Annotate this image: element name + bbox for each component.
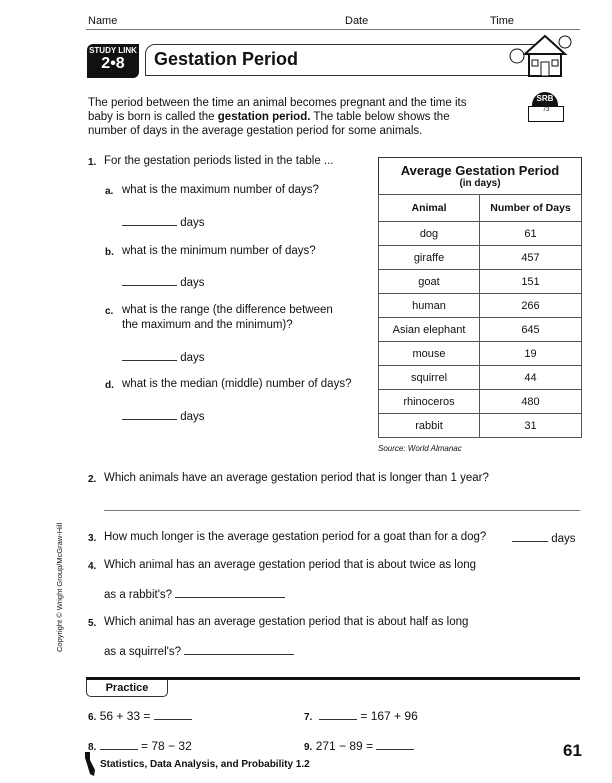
- page-title: Gestation Period: [154, 49, 299, 69]
- practice-7: [304, 709, 418, 723]
- animal-cell: dog: [379, 222, 480, 246]
- days-cell: 151: [480, 270, 582, 294]
- practice-tab: Practice: [86, 680, 168, 697]
- house-icon: [505, 30, 583, 78]
- intro-bold: gestation period.: [217, 111, 311, 123]
- q1d-text: what is the median (middle) number of days?: [122, 378, 352, 390]
- days-cell: 645: [480, 318, 582, 342]
- animal-cell: human: [379, 294, 480, 318]
- animal-cell: squirrel: [379, 366, 480, 390]
- column-header: Number of Days: [480, 195, 582, 222]
- q3-text: How much longer is the average gestation period for a goat than for a dog?: [104, 531, 487, 543]
- table-source: Source: World Almanac: [378, 444, 462, 453]
- animal-cell: mouse: [379, 342, 480, 366]
- p8-expr: = 78 − 32: [141, 739, 192, 753]
- table-row: [379, 246, 582, 270]
- q1b-letter: b.: [105, 247, 114, 258]
- table-subtitle: (in days): [459, 178, 501, 189]
- q4-text-2: as a rabbit's?: [104, 589, 173, 601]
- q5-answer[interactable]: [184, 644, 294, 655]
- animal-cell: rhinoceros: [379, 390, 480, 414]
- p9-number: 9.: [304, 742, 313, 753]
- q3-answer[interactable]: [512, 531, 576, 545]
- days-cell: 44: [480, 366, 582, 390]
- q5-text: Which animal has an average gestation period that is about half as long: [104, 616, 469, 628]
- practice-6: [88, 709, 192, 723]
- standard-label: Statistics, Data Analysis, and Probability 1.2: [100, 759, 310, 770]
- time-label: Time: [490, 15, 515, 27]
- p6-expr: 56 + 33 =: [99, 709, 151, 723]
- q5-text-2: as a squirrel's?: [104, 646, 181, 658]
- unit: days: [180, 217, 205, 229]
- q5-number: 5.: [88, 618, 97, 629]
- animal-cell: goat: [379, 270, 480, 294]
- table-row: [379, 414, 582, 438]
- q4-text: Which animal has an average gestation period that is about twice as long: [104, 559, 477, 571]
- animal-cell: giraffe: [379, 246, 480, 270]
- p7-expr: = 167 + 96: [360, 709, 418, 723]
- table-row: [379, 294, 582, 318]
- srb-page: 73: [528, 106, 564, 122]
- srb-book-icon: [525, 92, 565, 128]
- animal-cell: Asian elephant: [379, 318, 480, 342]
- p6-answer[interactable]: [154, 709, 192, 720]
- q1a-text: what is the maximum number of days?: [122, 184, 319, 196]
- q1b-text: what is the minimum number of days?: [122, 245, 316, 257]
- q1a-letter: a.: [105, 186, 114, 197]
- table-row: [379, 342, 582, 366]
- p7-number: 7.: [304, 712, 313, 723]
- table-row: [379, 222, 582, 246]
- days-cell: 457: [480, 246, 582, 270]
- unit: days: [180, 411, 205, 423]
- days-cell: 480: [480, 390, 582, 414]
- q1-text: For the gestation periods listed in the table ...: [104, 155, 334, 167]
- q1-number: 1.: [88, 157, 97, 168]
- practice-8: [88, 739, 192, 753]
- q3-number: 3.: [88, 533, 97, 544]
- days-cell: 19: [480, 342, 582, 366]
- unit: days: [180, 277, 205, 289]
- title-box: [145, 44, 542, 76]
- days-cell: 266: [480, 294, 582, 318]
- p6-number: 6.: [88, 712, 97, 723]
- p8-answer[interactable]: [100, 739, 138, 750]
- q1d-answer[interactable]: [122, 409, 205, 423]
- q1c-answer[interactable]: [122, 350, 205, 364]
- q2-answer-line[interactable]: [104, 510, 580, 511]
- q1c-text-2: the maximum and the minimum)?: [122, 319, 293, 331]
- table-row: [379, 318, 582, 342]
- q4-answer[interactable]: [175, 587, 285, 598]
- column-header: Animal: [379, 195, 480, 222]
- p7-answer[interactable]: [319, 709, 357, 720]
- copyright: Copyright © Wright Group/McGraw-Hill: [55, 522, 64, 652]
- p9-answer[interactable]: [376, 739, 414, 750]
- practice-9: [304, 739, 414, 753]
- q1d-letter: d.: [105, 380, 114, 391]
- page-number: 61: [563, 741, 582, 760]
- gestation-table: [378, 157, 582, 438]
- intro-text-2: The table below shows the number of days in the average gestation period for some animals.: [88, 111, 450, 137]
- name-label: Name: [88, 15, 118, 27]
- q1b-answer[interactable]: [122, 275, 205, 289]
- unit: days: [551, 533, 576, 545]
- q4-line-2: [104, 587, 285, 601]
- table-row: [379, 366, 582, 390]
- table-row: [379, 270, 582, 294]
- animal-cell: rabbit: [379, 414, 480, 438]
- days-cell: 31: [480, 414, 582, 438]
- q2-text: Which animals have an average gestation period that is longer than 1 year?: [104, 472, 489, 484]
- intro-paragraph: [88, 96, 488, 138]
- days-cell: 61: [480, 222, 582, 246]
- p9-expr: 271 − 89 =: [315, 739, 374, 753]
- intro-text: The period between the time an animal becomes pregnant and the time its baby is born is called the: [88, 97, 467, 123]
- badge-label: STUDY LINK: [89, 46, 137, 55]
- table-row: [379, 390, 582, 414]
- badge-number: 2•8: [101, 55, 125, 72]
- q2-number: 2.: [88, 474, 97, 485]
- date-label: Date: [345, 15, 369, 27]
- q1c-text: what is the range (the difference between: [122, 304, 333, 316]
- california-icon: [84, 752, 96, 776]
- q1c-letter: c.: [105, 306, 114, 317]
- srb-label: SRB: [532, 92, 558, 106]
- table-title: Average Gestation Period: [400, 163, 560, 178]
- study-link-badge: [87, 44, 139, 78]
- unit: days: [180, 352, 205, 364]
- p8-number: 8.: [88, 742, 97, 753]
- q5-line-2: [104, 644, 294, 658]
- q1a-answer[interactable]: [122, 215, 205, 229]
- q4-number: 4.: [88, 561, 97, 572]
